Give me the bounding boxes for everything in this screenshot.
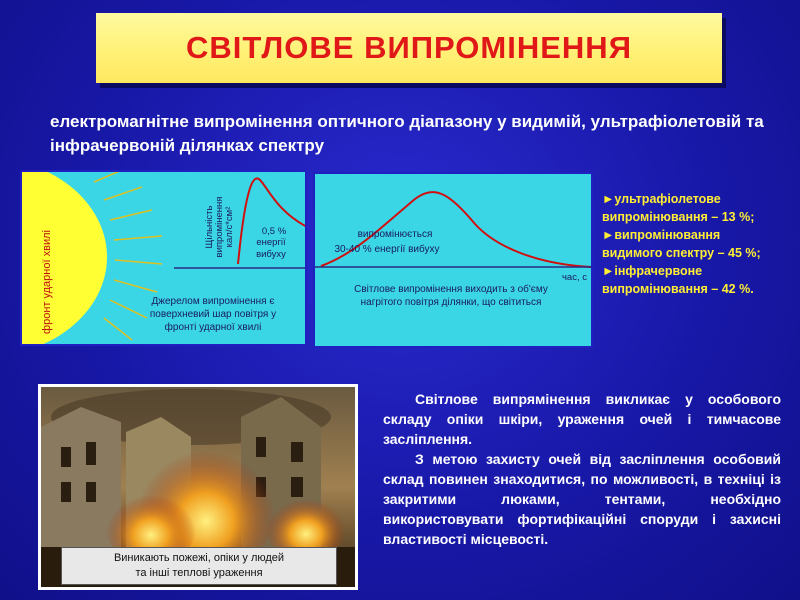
thermal-radiation-svg: [315, 174, 591, 346]
spectrum-item-ir: [602, 262, 800, 298]
source-text-1: Джерелом випромінення є: [151, 296, 275, 307]
paragraph-protection: З метою захисту очей від засліплення особовий склад повинен знаходитися, по можливості, в техніці із закритими люками, тентами, необхідно використовувати фортифікаційні споруди і захисні властивості місцевості.: [383, 451, 781, 547]
peak-label-2: енергії: [256, 237, 286, 248]
peak-label-1: 0,5 %: [261, 226, 287, 237]
shock-front-svg: [22, 172, 307, 346]
title-banner: [96, 13, 722, 83]
curve-label-1: випромінюється: [357, 229, 433, 240]
spectrum-item-uv-line2: випромінювання – 13 %;: [602, 210, 755, 224]
spectrum-item-ir-line2: випромінювання – 42 %.: [602, 282, 754, 296]
spectrum-item-uv: [602, 190, 800, 226]
note-line-1: Світлове випромінення виходить з об'єму: [354, 284, 548, 295]
axis-label-3: кал/с*см²: [224, 206, 235, 248]
photo-caption-line2: та інші теплові ураження: [135, 567, 263, 579]
shock-front-shape: [22, 172, 107, 346]
page-title: СВІТЛОВЕ ВИПРОМІНЕННЯ: [186, 30, 632, 65]
spectrum-item-visible-line2: видимого спектру – 45 %;: [602, 246, 761, 260]
spectrum-item-visible-line1: ►випромінювання: [602, 228, 721, 242]
spectrum-list: [602, 190, 800, 298]
spectrum-item-ir-line1: ►інфрачервоне: [602, 264, 703, 278]
photo-caption: [61, 547, 337, 585]
time-axis-label: час, с: [561, 272, 587, 283]
paragraph-effects: Світлове випрямінення викликає у особового складу опіки шкіри, ураження очей і тимчасове засліплення.: [383, 391, 781, 447]
note-line-2: нагрітого повітря ділянки, що світиться: [360, 297, 542, 308]
fire-photo: [38, 384, 358, 590]
subtitle: електромагнітне випромінення оптичного діапазону у видимій, ультрафіолетовій та інфрачервоній ділянках спектру: [50, 112, 764, 155]
curve-label-2: 30-40 % енергії вибуху: [334, 244, 440, 255]
front-label: фронт ударної хвилі: [41, 230, 53, 334]
axis-label-1: Щільність: [204, 205, 215, 249]
source-text-2: поверхневий шар повітря у: [149, 309, 277, 320]
photo-caption-line1: Виникають пожежі, опіки у людей: [113, 552, 285, 564]
axis-label-2: випромінення: [214, 196, 225, 258]
spectrum-item-uv-line1: ►ультрафіолетове: [602, 192, 721, 206]
protection-text: [383, 389, 781, 549]
spectrum-item-visible: [602, 226, 800, 262]
shock-front-diagram: [20, 170, 307, 346]
source-text-3: фронті ударної хвилі: [164, 322, 262, 333]
thermal-radiation-diagram: [313, 172, 593, 348]
peak-label-3: вибуху: [256, 249, 286, 260]
